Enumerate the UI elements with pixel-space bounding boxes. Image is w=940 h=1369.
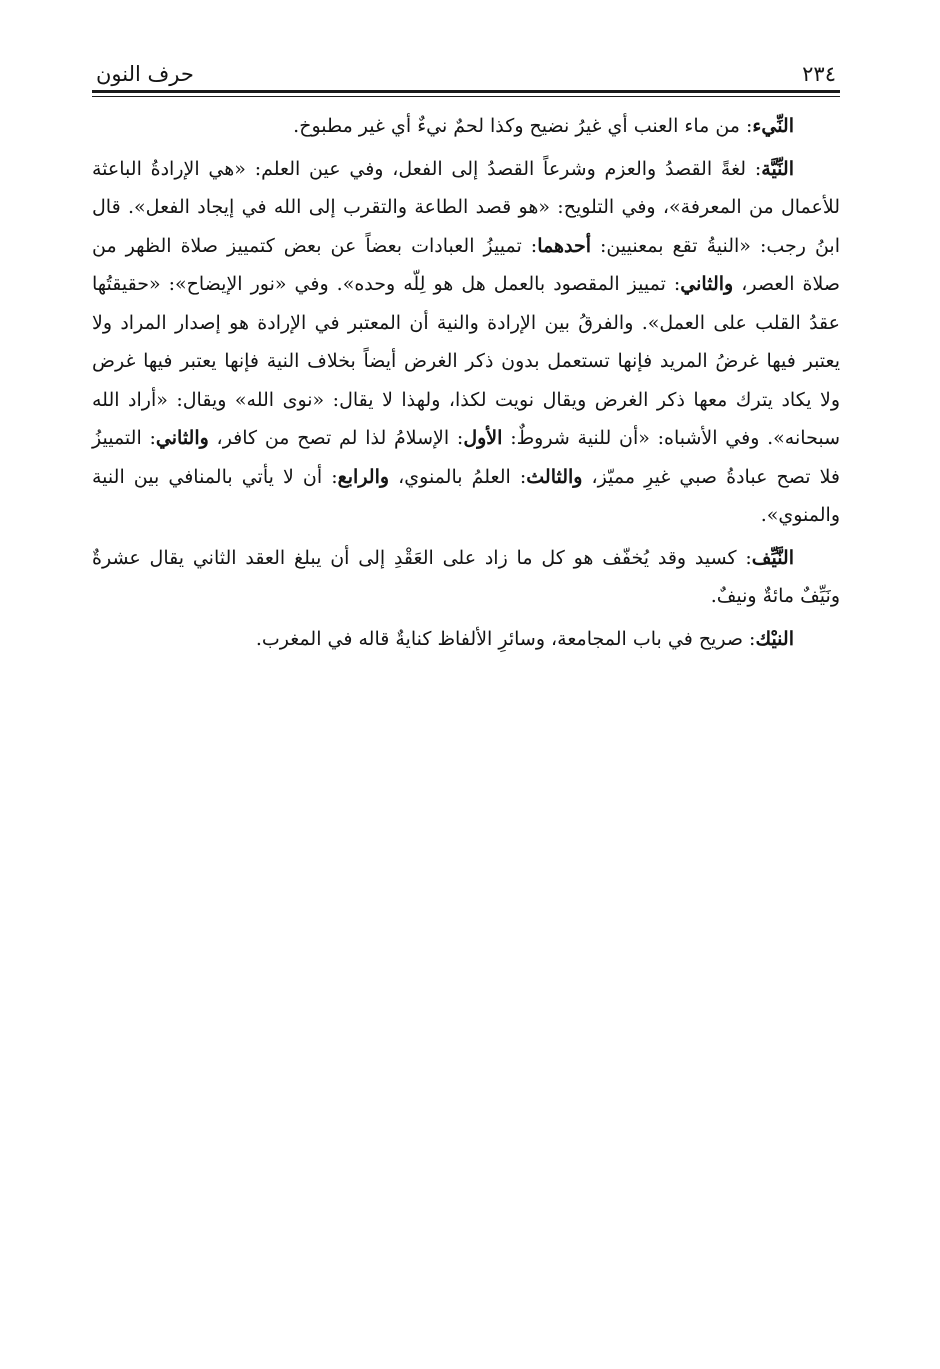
entry-text: : العلمُ بالمنوي، xyxy=(389,465,527,488)
entry-headword: النِّيء xyxy=(752,115,794,137)
entry-headword: النَّيِّف xyxy=(751,546,794,569)
entry-text: : أن لا يأتي بالمنافي بين النية والمنوي». xyxy=(92,465,840,526)
page-header xyxy=(92,62,840,90)
entry-enumerator: والثاني xyxy=(680,273,734,295)
entry-text: : تمييزُ العبادات بعضاً عن بعض كتمييز صلاة الظهر من صلاة العصر، xyxy=(92,234,840,295)
dictionary-entry xyxy=(92,620,840,659)
entry-text: : الإسلامُ لذا لم تصح من كافر، xyxy=(208,427,464,449)
page-number: ٢٣٤ xyxy=(802,62,836,86)
entry-headword: النيْك xyxy=(755,627,794,650)
entry-enumerator: أحدهما xyxy=(537,234,591,257)
entry-enumerator: والثالث xyxy=(526,465,583,488)
entry-text: : كسيد وقد يُخفّف هو كل ما زاد على العَقْدِ إلى أن يبلغ العقد الثاني يقال عشرةٌ ونَيِّفٌ مائةٌ ونيفٌ. xyxy=(92,546,840,607)
header-rule-thick xyxy=(92,90,840,93)
entry-headword: النِّيَّة xyxy=(761,157,794,180)
entry-text: : تمييز المقصود بالعمل هل هو لِلّه وحده». وفي «نور الإيضاح»: «حقيقتُها عقدُ القلب على العمل». والفرقُ بين الإرادة والنية أن المعتبر في الإرادة هو إصدار المراد ولا يعتبر فيها غرضُ المريد فإنها تستعمل بدون ذكر الغرض أيضاً بخلاف النية فإنها يعتبر فيها غرض ولا يكاد يترك معها ذكر الغرض ويقال نويت لكذا، ولهذا لا يقال: «نوى الله» ويقال: «أراد الله سبحانه». وفي الأشباه: «أن للنية شروطٌ: xyxy=(92,273,840,449)
entry-enumerator: الأول xyxy=(463,427,503,449)
entry-enumerator: والرابع xyxy=(337,465,390,488)
dictionary-entry xyxy=(92,539,840,616)
entry-text: : صريح في باب المجامعة، وسائرِ الألفاظ كنايةٌ قاله في المغرب. xyxy=(255,627,756,650)
entry-enumerator: والثاني xyxy=(155,427,209,449)
dictionary-entry xyxy=(92,107,840,146)
entry-text: : من ماء العنب أي غيرُ نضيح وكذا لحمٌ نيءٌ أي غير مطبوخ. xyxy=(293,115,753,137)
dictionary-entry xyxy=(92,150,840,535)
section-title: حرف النون xyxy=(96,62,194,86)
dictionary-entries xyxy=(92,107,840,658)
header-rule-thin xyxy=(92,96,840,97)
entry-text: : لغةً القصدُ والعزم وشرعاً القصدُ إلى الفعل، وفي عين العلم: «هي الإرادةُ الباعثة للأعمال من المعرفة»، وفي التلويح: «هو قصد الطاعة والتقرب إلى الله في إيجاد الفعل». قال ابنُ رجب: «النيةُ تقع بمعنيين: xyxy=(92,157,840,257)
book-page xyxy=(92,62,840,658)
entry-text: : التمييزُ فلا تصح عبادةُ صبي غيرِ مميّز، xyxy=(92,427,841,488)
